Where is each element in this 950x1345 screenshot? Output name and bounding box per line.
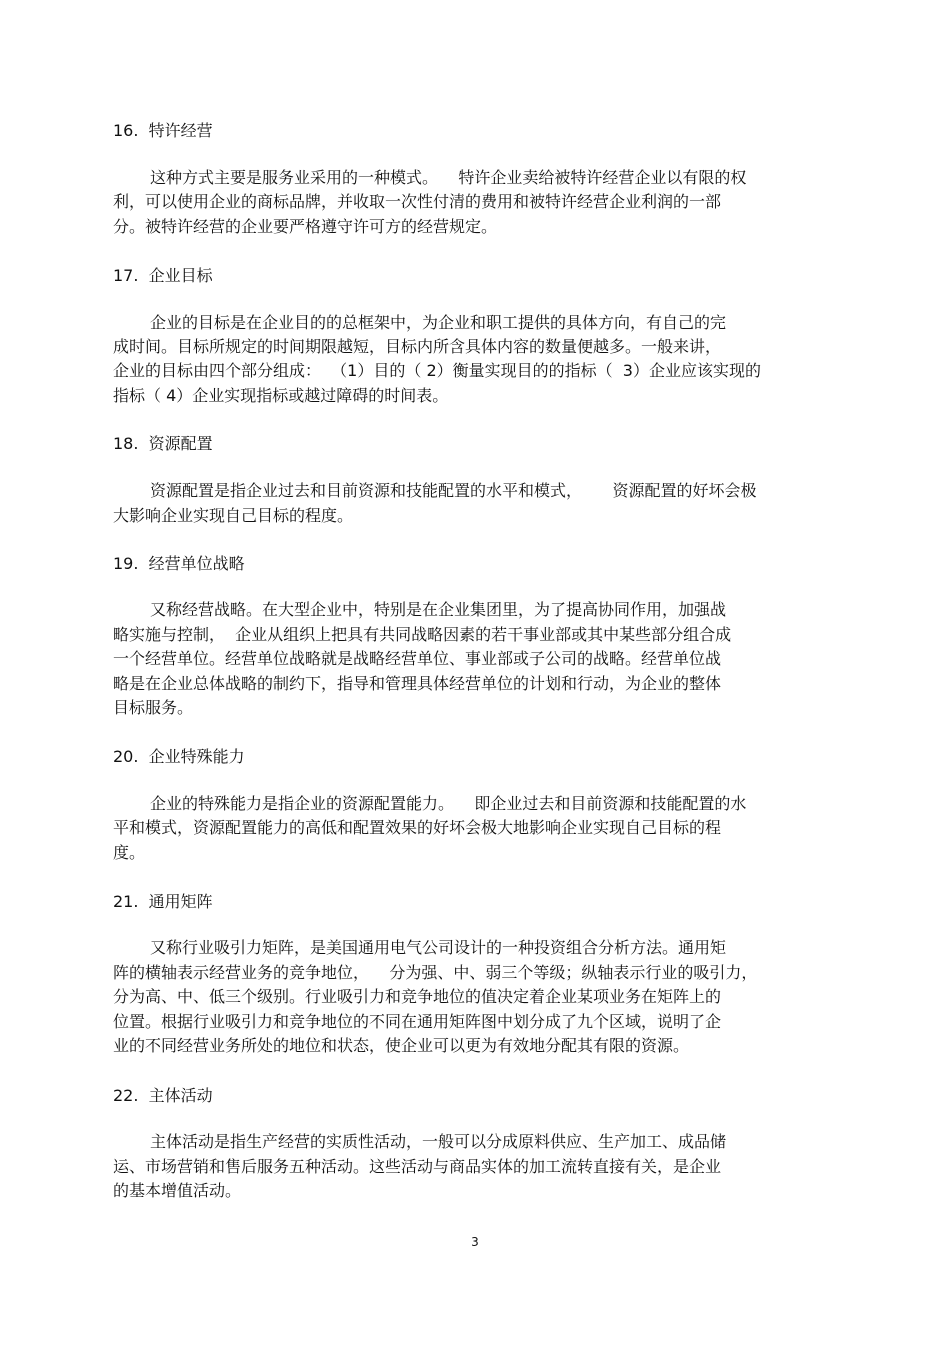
section-20-line-1: 企业的特殊能力是指企业的资源配置能力。 即企业过去和目前资源和技能配置的水 [150, 794, 747, 813]
section-17-heading: 17. 企业目标 [113, 266, 213, 285]
section-21-line-1: 又称行业吸引力矩阵，是美国通用电气公司设计的一种投资组合分析方法。通用矩 [150, 938, 727, 957]
section-19-line-3: 一个经营单位。经营单位战略就是战略经营单位、事业部或子公司的战略。经营单位战 [113, 649, 722, 668]
section-22-line-2: 运、市场营销和售后服务五种活动。这些活动与商品实体的加工流转直接有关，是企业 [113, 1157, 722, 1176]
section-16-line-3: 分。被特许经营的企业要严格遵守许可方的经营规定。 [113, 217, 498, 236]
section-16-heading: 16. 特许经营 [113, 121, 213, 140]
section-21-line-3: 分为高、中、低三个级别。行业吸引力和竞争地位的值决定着企业某项业务在矩阵上的 [113, 987, 722, 1006]
section-17-line-4: 指标（ 4）企业实现指标或越过障碍的时间表。 [113, 386, 449, 405]
section-22-heading: 22. 主体活动 [113, 1086, 213, 1105]
section-18-line-2: 大影响企业实现自己目标的程度。 [113, 506, 354, 525]
section-18-heading: 18. 资源配置 [113, 434, 213, 453]
section-21-heading: 21. 通用矩阵 [113, 892, 213, 911]
section-19-heading: 19. 经营单位战略 [113, 554, 245, 573]
section-17-line-1: 企业的目标是在企业目的的总框架中，为企业和职工提供的具体方向，有自己的完 [150, 313, 727, 332]
page-number: 3 [471, 1235, 479, 1249]
section-21-line-5: 业的不同经营业务所处的地位和状态，使企业可以更为有效地分配其有限的资源。 [113, 1036, 690, 1055]
section-17-line-2: 成时间。目标所规定的时间期限越短，目标内所含具体内容的数量便越多。一般来讲， [113, 337, 722, 356]
section-16-line-2: 利，可以使用企业的商标品牌，并收取一次性付清的费用和被特许经营企业利润的一部 [113, 192, 722, 211]
section-20-heading: 20. 企业特殊能力 [113, 747, 245, 766]
section-21-line-4: 位置。根据行业吸引力和竞争地位的不同在通用矩阵图中划分成了九个区域，说明了企 [113, 1012, 722, 1031]
section-19-line-1: 又称经营战略。在大型企业中，特别是在企业集团里，为了提高协同作用，加强战 [150, 600, 727, 619]
section-19-line-4: 略是在企业总体战略的制约下，指导和管理具体经营单位的计划和行动，为企业的整体 [113, 674, 722, 693]
section-20-line-3: 度。 [113, 843, 146, 862]
section-19-line-2: 略实施与控制， 企业从组织上把具有共同战略因素的若干事业部或其中某些部分组合成 [113, 625, 732, 644]
section-17-line-3: 企业的目标由四个部分组成： （1）目的（ 2）衡量实现目的的指标（ 3）企业应该实现的 [113, 361, 761, 380]
section-22-line-1: 主体活动是指生产经营的实质性活动，一般可以分成原料供应、生产加工、成品储 [150, 1132, 727, 1151]
section-19-line-5: 目标服务。 [113, 698, 194, 717]
section-22-line-3: 的基本增值活动。 [113, 1181, 242, 1200]
section-20-line-2: 平和模式，资源配置能力的高低和配置效果的好坏会极大地影响企业实现自己目标的程 [113, 818, 722, 837]
section-18-line-1: 资源配置是指企业过去和目前资源和技能配置的水平和模式， 资源配置的好坏会极 [150, 481, 757, 500]
section-16-line-1: 这种方式主要是服务业采用的一种模式。 特许企业卖给被特许经营企业以有限的权 [150, 168, 747, 187]
section-21-line-2: 阵的横轴表示经营业务的竞争地位， 分为强、中、弱三个等级；纵轴表示行业的吸引力， [113, 963, 758, 982]
